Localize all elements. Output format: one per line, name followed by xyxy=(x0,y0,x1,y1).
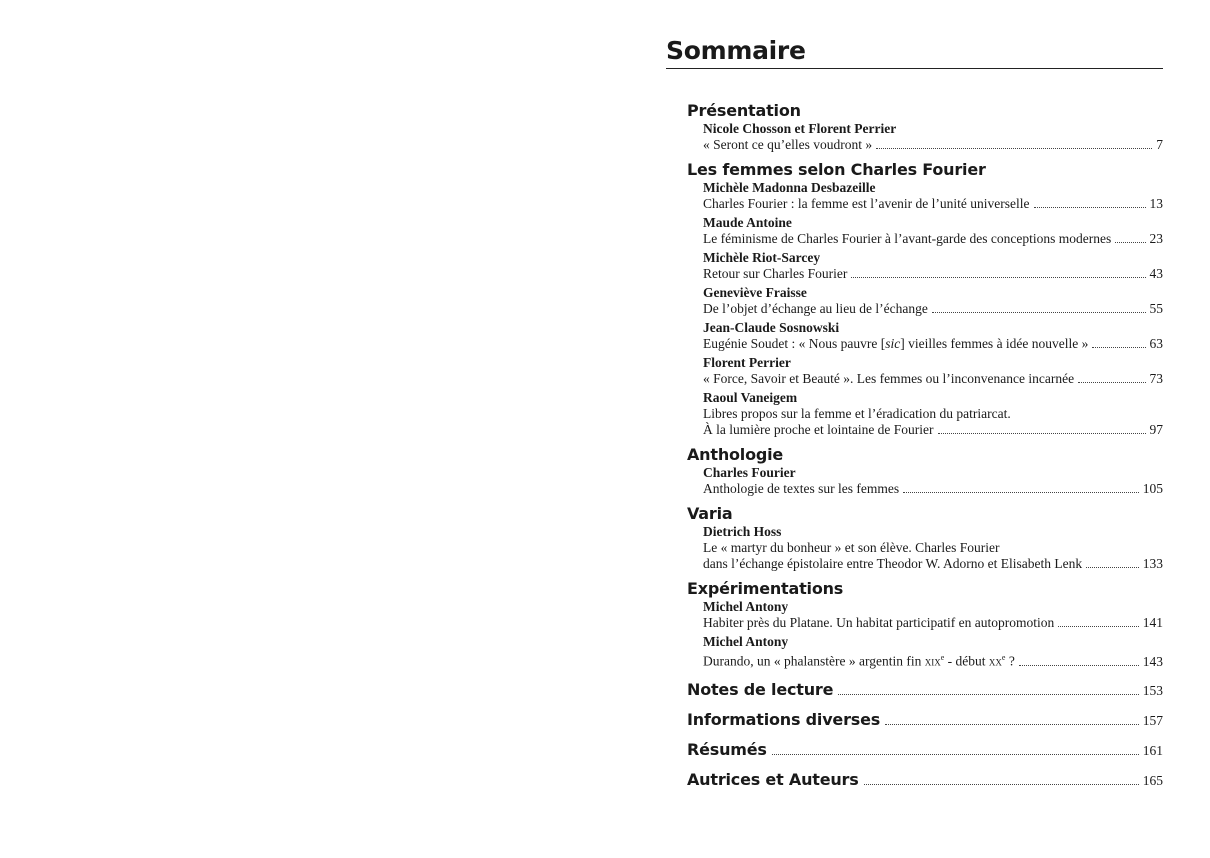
toc-entry[interactable] xyxy=(703,250,1163,282)
toc-entry[interactable] xyxy=(703,121,1163,153)
dot-leader xyxy=(938,432,1146,434)
section-heading: Varia xyxy=(687,504,733,523)
toc-entry[interactable] xyxy=(703,465,1163,497)
entry-title: Le féminisme de Charles Fourier à l’avant-garde des conceptions modernes xyxy=(703,231,1112,246)
entry-author: Charles Fourier xyxy=(703,465,796,480)
entry-title: Résumés xyxy=(687,739,767,759)
section-heading: Les femmes selon Charles Fourier xyxy=(687,160,986,179)
entry-title: Anthologie de textes sur les femmes xyxy=(703,481,900,496)
dot-leader xyxy=(885,723,1139,725)
dot-leader xyxy=(1092,346,1145,348)
dot-leader xyxy=(1086,566,1139,568)
entry-title: De l’objet d’échange au lieu de l’échange xyxy=(703,301,928,316)
dot-leader xyxy=(1115,241,1145,243)
entry-title: Retour sur Charles Fourier xyxy=(703,266,848,281)
dot-leader xyxy=(851,276,1145,278)
toc-entry[interactable] xyxy=(703,599,1163,631)
dot-leader xyxy=(903,491,1139,493)
dot-leader xyxy=(838,693,1138,695)
entry-page: 143 xyxy=(1142,653,1163,669)
entry-author: Jean-Claude Sosnowski xyxy=(703,320,840,335)
toc-entry-notes[interactable] xyxy=(687,680,1163,700)
toc-entry[interactable] xyxy=(703,634,1163,670)
toc-entry-informations[interactable] xyxy=(687,710,1163,730)
entry-title: Eugénie Soudet : « Nous pauvre [sic] vieilles femmes à idée nouvelle » xyxy=(703,336,1089,351)
entry-title: À la lumière proche et lointaine de Fourier xyxy=(703,422,934,437)
entry-title: dans l’échange épistolaire entre Theodor W. Adorno et Elisabeth Lenk xyxy=(703,556,1083,571)
table-of-contents xyxy=(666,101,1163,790)
entry-title: Informations diverses xyxy=(687,709,881,729)
toc-entry-resumes[interactable] xyxy=(687,740,1163,760)
entry-page: 63 xyxy=(1149,336,1163,351)
entry-title: Notes de lecture xyxy=(687,679,834,699)
entry-page: 97 xyxy=(1149,422,1163,437)
entry-page: 141 xyxy=(1142,615,1163,630)
entry-title: Durando, un « phalanstère » argentin fin xix$^e$ - début $xx^e$ ? xyxy=(703,653,1015,669)
entry-author: Florent Perrier xyxy=(703,355,791,370)
toc-entry[interactable] xyxy=(703,355,1163,387)
entry-author: Michèle Madonna Desbazeille xyxy=(703,180,876,195)
entry-author: Maude Antoine xyxy=(703,215,792,230)
entry-author: Michel Antony xyxy=(703,634,789,649)
page-title: Sommaire xyxy=(666,30,1163,69)
toc-entry[interactable] xyxy=(703,320,1163,352)
entry-page: 157 xyxy=(1142,712,1163,728)
toc-entry[interactable] xyxy=(703,390,1163,438)
entry-page: 105 xyxy=(1142,481,1163,496)
toc-entry[interactable] xyxy=(703,180,1163,212)
toc-entry-auteurs[interactable] xyxy=(687,770,1163,790)
entry-author: Geneviève Fraisse xyxy=(703,285,807,300)
entry-author: Michèle Riot-Sarcey xyxy=(703,250,821,265)
dot-leader xyxy=(1058,625,1138,627)
entry-page: 13 xyxy=(1149,196,1163,211)
section-heading: Expérimentations xyxy=(687,579,844,598)
dot-leader xyxy=(772,753,1139,755)
section-heading: Présentation xyxy=(687,101,801,120)
entry-title-line: Le « martyr du bonheur » et son élève. Charles Fourier xyxy=(703,540,1000,555)
toc-entry[interactable] xyxy=(703,285,1163,317)
entry-page: 43 xyxy=(1149,266,1163,281)
dot-leader xyxy=(1019,664,1139,666)
entry-author: Dietrich Hoss xyxy=(703,524,782,539)
dot-leader xyxy=(876,147,1152,149)
section-heading: Anthologie xyxy=(687,445,784,464)
entry-page: 161 xyxy=(1142,742,1163,758)
entry-author: Raoul Vaneigem xyxy=(703,390,798,405)
entry-title: « Force, Savoir et Beauté ». Les femmes ou l’inconvenance incarnée xyxy=(703,371,1075,386)
entry-title: Charles Fourier : la femme est l’avenir de l’unité universelle xyxy=(703,196,1030,211)
entry-author: Nicole Chosson et Florent Perrier xyxy=(703,121,897,136)
entry-title: Habiter près du Platane. Un habitat participatif en autopromotion xyxy=(703,615,1055,630)
dot-leader xyxy=(1078,381,1145,383)
entry-page: 133 xyxy=(1142,556,1163,571)
toc-entry[interactable] xyxy=(703,215,1163,247)
dot-leader xyxy=(932,311,1146,313)
entry-page: 7 xyxy=(1156,137,1163,152)
entry-page: 55 xyxy=(1149,301,1163,316)
entry-page: 165 xyxy=(1142,772,1163,788)
dot-leader xyxy=(1034,206,1146,208)
dot-leader xyxy=(864,783,1139,785)
entry-page: 153 xyxy=(1142,682,1163,698)
entry-author: Michel Antony xyxy=(703,599,789,614)
entry-page: 23 xyxy=(1149,231,1163,246)
entry-title-line: Libres propos sur la femme et l’éradication du patriarcat. xyxy=(703,406,1011,421)
toc-page xyxy=(666,30,1163,790)
entry-title: Autrices et Auteurs xyxy=(687,769,859,789)
toc-entry[interactable] xyxy=(703,524,1163,572)
entry-title: « Seront ce qu’elles voudront » xyxy=(703,137,873,152)
entry-page: 73 xyxy=(1149,371,1163,386)
